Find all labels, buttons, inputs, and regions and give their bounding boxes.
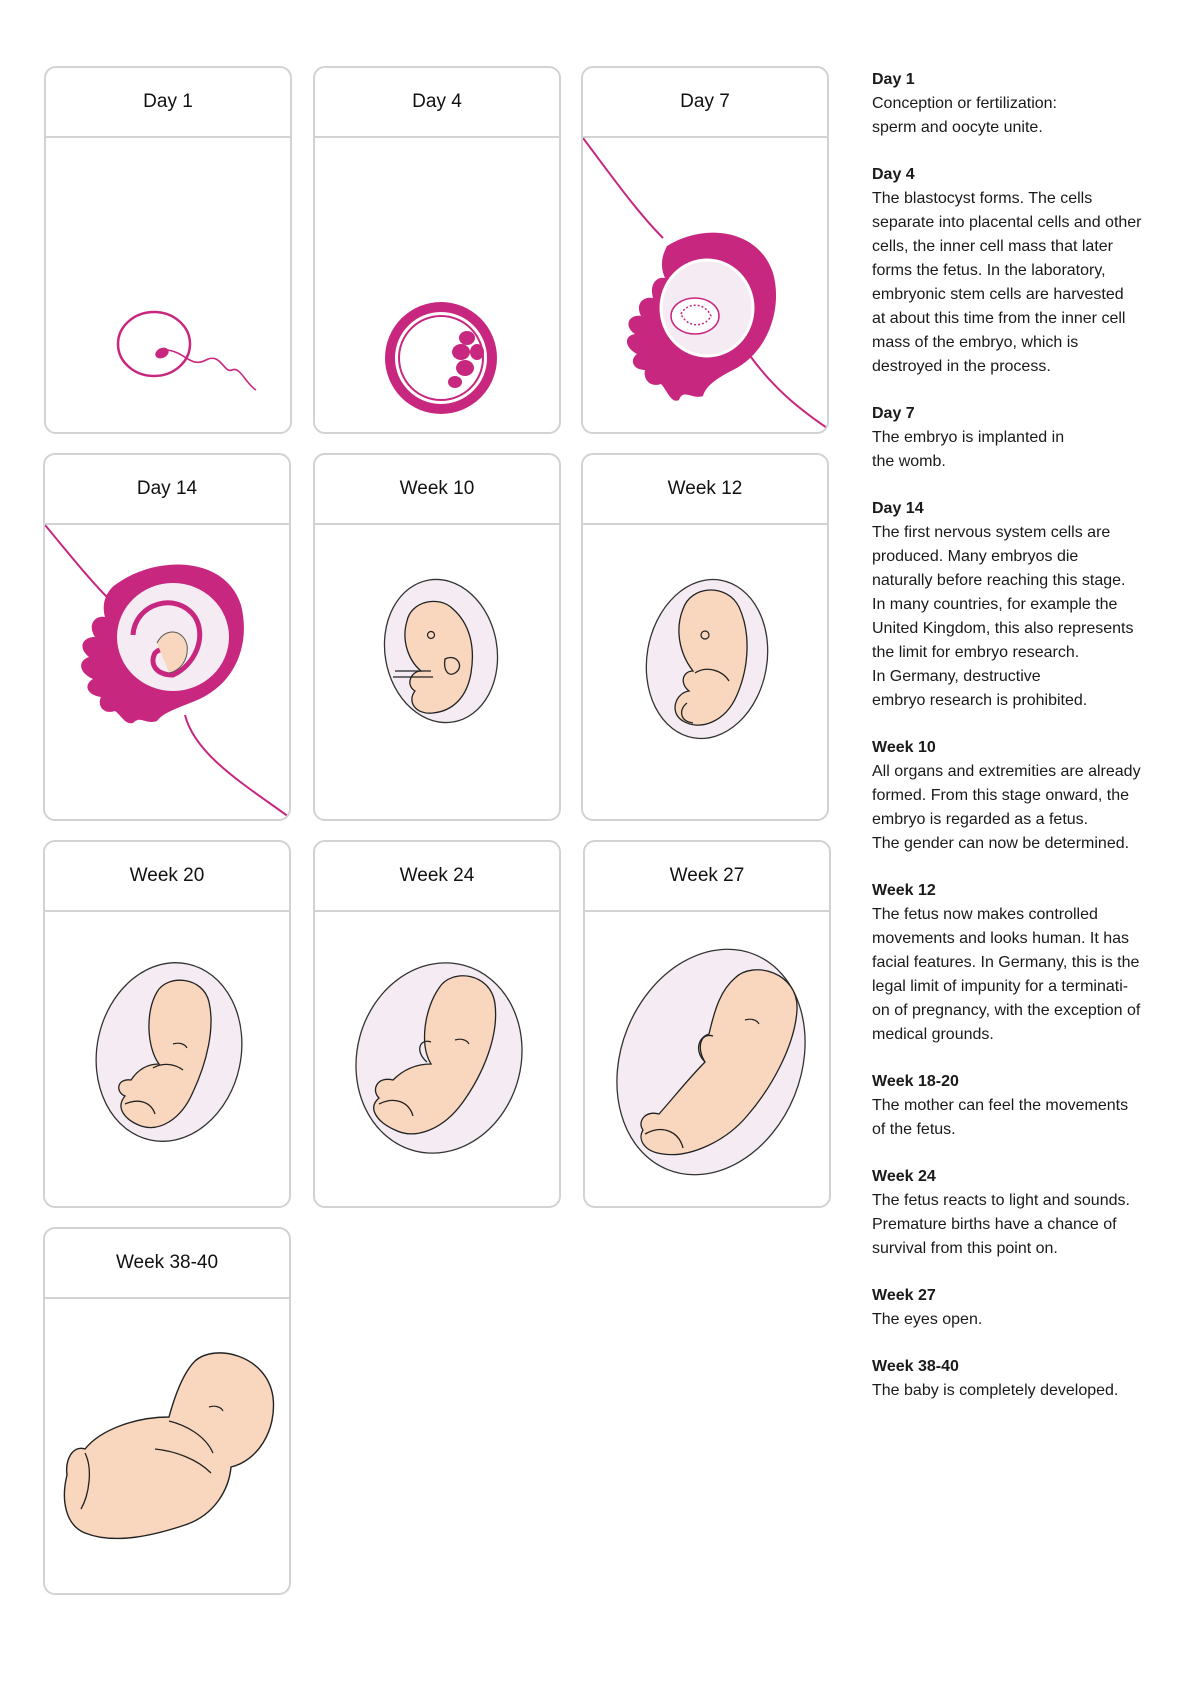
stage-card-day-14 (43, 453, 291, 821)
stage-card-week-24 (313, 840, 561, 1208)
stage-descriptions (872, 68, 1172, 1426)
stage-card-week-10 (313, 453, 561, 821)
blastocyst-icon (315, 138, 559, 432)
legend-title: Day 1 (872, 71, 915, 88)
embryo-week10-icon (315, 525, 559, 819)
stage-card-week-38-40 (43, 1227, 291, 1595)
stage-card-week-27 (583, 840, 831, 1208)
stage-card-week-12 (581, 453, 829, 821)
legend-text: The fetus now makes controlled movements and looks human. It has facial features. In Germany, this is the legal limit of impunity for a terminati- on of pregnancy, with the exception of medical grounds. (872, 906, 1141, 1043)
oocyte-sperm-icon (46, 138, 290, 432)
legend-text: The embryo is implanted in the womb. (872, 429, 1065, 470)
stage-card-day-1 (44, 66, 292, 434)
stage-title: Week 20 (45, 842, 289, 912)
legend-title: Week 12 (872, 882, 936, 899)
legend-title: Week 24 (872, 1168, 936, 1185)
legend-entry (872, 1284, 1172, 1332)
legend-entry (872, 68, 1172, 140)
fetus-week12-icon (583, 525, 827, 819)
stage-title: Day 14 (45, 455, 289, 525)
fetus-week24-icon (315, 912, 559, 1206)
legend-text: All organs and extremities are already formed. From this stage onward, the embryo is regarded as a fetus. The gender can now be determined. (872, 763, 1141, 852)
legend-title: Day 14 (872, 500, 924, 517)
legend-text: The baby is completely developed. (872, 1382, 1119, 1399)
legend-entry (872, 163, 1172, 379)
stage-title: Week 38-40 (45, 1229, 289, 1299)
legend-text: Conception or fertilization: sperm and oocyte unite. (872, 95, 1057, 136)
fetus-week20-icon (45, 912, 289, 1206)
stage-title: Week 12 (583, 455, 827, 525)
legend-title: Day 7 (872, 405, 915, 422)
legend-text: The eyes open. (872, 1311, 983, 1328)
stage-card-week-20 (43, 840, 291, 1208)
legend-entry (872, 1355, 1172, 1403)
stage-card-day-4 (313, 66, 561, 434)
stage-title: Week 27 (585, 842, 829, 912)
legend-text: The fetus reacts to light and sounds. Premature births have a chance of survival from this point on. (872, 1192, 1130, 1257)
legend-title: Week 27 (872, 1287, 936, 1304)
legend-entry (872, 1165, 1172, 1261)
legend-entry (872, 1070, 1172, 1142)
stage-card-day-7 (581, 66, 829, 434)
legend-entry (872, 879, 1172, 1047)
stage-title: Week 10 (315, 455, 559, 525)
legend-text: The mother can feel the movements of the fetus. (872, 1097, 1129, 1138)
legend-entry (872, 497, 1172, 713)
legend-text: The first nervous system cells are produced. Many embryos die naturally before reaching this stage. In many countries, for example the United Kingdom, this also represents the limit for embryo research. In Germany, destructive embryo research is prohibited. (872, 524, 1134, 709)
baby-week38-icon (45, 1299, 289, 1593)
legend-title: Day 4 (872, 166, 915, 183)
legend-title: Week 38-40 (872, 1358, 959, 1375)
stage-title: Day 4 (315, 68, 559, 138)
fetus-week27-icon (585, 912, 829, 1206)
embryo-day14-icon (45, 525, 289, 819)
stage-title: Day 7 (583, 68, 827, 138)
legend-text: The blastocyst forms. The cells separate into placental cells and other cells, the inner cell mass that later forms the fetus. In the laboratory, embryonic stem cells are harvested at about this time from the inner cell mass of the embryo, which is destroyed in the process. (872, 190, 1142, 375)
legend-title: Week 10 (872, 739, 936, 756)
legend-entry (872, 736, 1172, 856)
implanted-embryo-icon (583, 138, 827, 432)
stage-title: Day 1 (46, 68, 290, 138)
stage-title: Week 24 (315, 842, 559, 912)
legend-entry (872, 402, 1172, 474)
legend-title: Week 18-20 (872, 1073, 959, 1090)
